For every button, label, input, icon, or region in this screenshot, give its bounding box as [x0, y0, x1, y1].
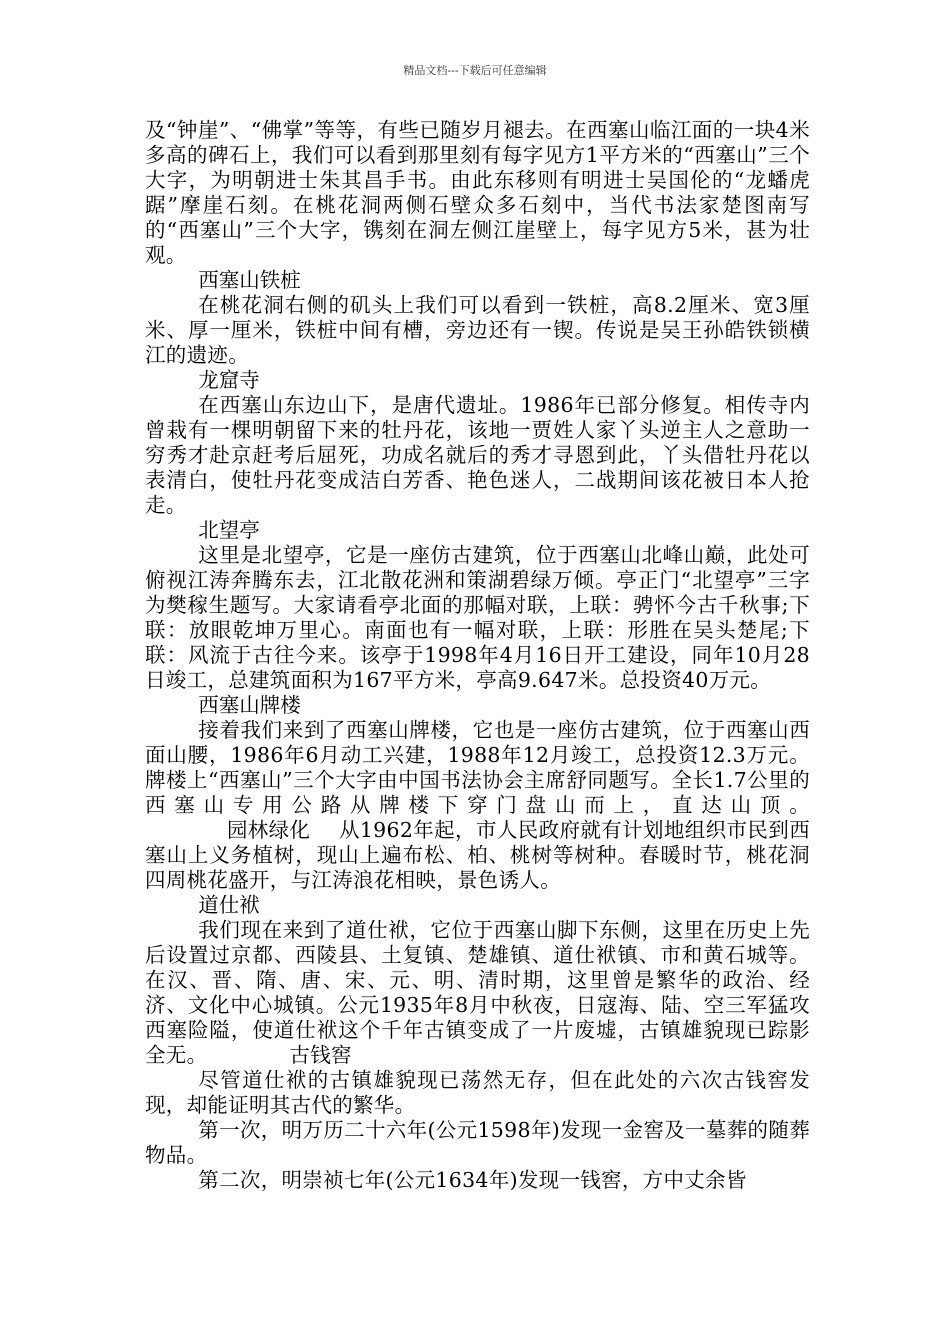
heading-greening: 园林绿化: [226, 818, 311, 842]
paragraph-coin-cellar-intro: 尽管道仕袱的古镇雄貌现已荡然无存，但在此处的六次古钱窖发现，却能证明其古代的繁华。: [145, 1068, 810, 1117]
paragraph-archway-greening: [145, 718, 810, 893]
heading-longku-temple: 龙窟寺: [198, 368, 260, 392]
greening-text: 从1962年起，市人民政府就有计划地组织市民到西塞山上义务植树，现山上遍布松、柏、桃树等树种。春暖时节，桃花洞四周桃花盛开，与江涛浪花相映，景色诱人。: [145, 818, 810, 892]
paragraph-daoshifu: [145, 918, 810, 1068]
document-body: [145, 118, 810, 1193]
heading-iron-pile: 西塞山铁桩: [198, 268, 301, 292]
daoshifu-text: 我们现在来到了道仕袱，它位于西塞山脚下东侧，这里在历史上先后设置过京都、西陵县、土复镇、楚雄镇、道仕袱镇、市和黄石城等。在汉、晋、隋、唐、宋、元、明、清时期，这里曾是繁华的政治、经济、文化中心城镇。公元1935年8月中秋夜，日寇海、陆、空三军猛攻西塞险隘，使道仕袱这个千年古镇变成了一片废墟，古镇雄貌现已踪影全无。: [145, 918, 810, 1067]
heading-daoshifu: 道仕袱: [198, 893, 260, 917]
paragraph-stone-carvings: 及“钟崖”、“佛掌”等等，有些已随岁月褪去。在西塞山临江面的一块4米多高的碑石上，我们可以看到那里刻有每字见方1平方米的“西塞山”三个大字，为明朝进士朱其昌手书。由此东移则有明进士吴国伦的“龙蟠虎踞”摩崖石刻。在桃花洞两侧石壁众多石刻中，当代书法家楚图南写的“西塞山”三个大字，镌刻在洞左侧江崖壁上，每字见方5米，甚为壮观。: [145, 118, 810, 267]
heading-archway: 西塞山牌楼: [198, 693, 301, 717]
heading-coin-cellar: 古钱窖: [289, 1043, 352, 1067]
paragraph-longku-temple: 在西塞山东边山下，是唐代遗址。1986年已部分修复。相传寺内曾栽有一棵明朝留下来的牡丹花，该地一贾姓人家丫头逆主人之意助一穷秀才赴京赶考后屈死，功成名就后的秀才寻恩到此，丫头借牡丹花以表清白，使牡丹花变成洁白芳香、艳色迷人，二战期间该花被日本人抢走。: [145, 393, 810, 517]
page-header: 精品文档---下载后可任意编辑: [403, 64, 547, 77]
paragraph-beiwang-pavilion: 这里是北望亭，它是一座仿古建筑，位于西塞山北峰山巅，此处可俯视江涛奔腾东去，江北散花洲和策湖碧绿万倾。亭正门“北望亭”三字为樊稼生题写。大家请看亭北面的那幅对联，上联：骋怀今古千秋事;下联：放眼乾坤万里心。南面也有一幅对联，上联：形胜在吴头楚尾;下联：风流于古往今来。该亭于1998年4月16日开工建设，同年10月28日竣工，总建筑面积为167平方米，亭高9.647米。总投资40万元。: [145, 543, 810, 692]
paragraph-first-discovery: 第一次，明万历二十六年(公元1598年)发现一金窖及一墓葬的随葬物品。: [145, 1118, 810, 1167]
heading-beiwang-pavilion: 北望亭: [198, 518, 260, 542]
archway-text: 接着我们来到了西塞山牌楼，它也是一座仿古建筑，位于西塞山西面山腰，1986年6月动工兴建，1988年12月竣工，总投资12.3万元。牌楼上“西塞山”三个大字由中国书法协会主席舒同题写。全长1.7公里的西塞山专用公路从牌楼下穿门盘山而上，直达山顶。: [145, 718, 810, 817]
paragraph-second-discovery: 第二次，明崇祯七年(公元1634年)发现一钱窖，方中丈余皆: [198, 1168, 747, 1192]
paragraph-iron-pile: 在桃花洞右侧的矶头上我们可以看到一铁桩，高8.2厘米、宽3厘米、厚一厘米，铁桩中间有槽，旁边还有一锲。传说是吴王孙皓铁锁横江的遗迹。: [145, 293, 810, 367]
